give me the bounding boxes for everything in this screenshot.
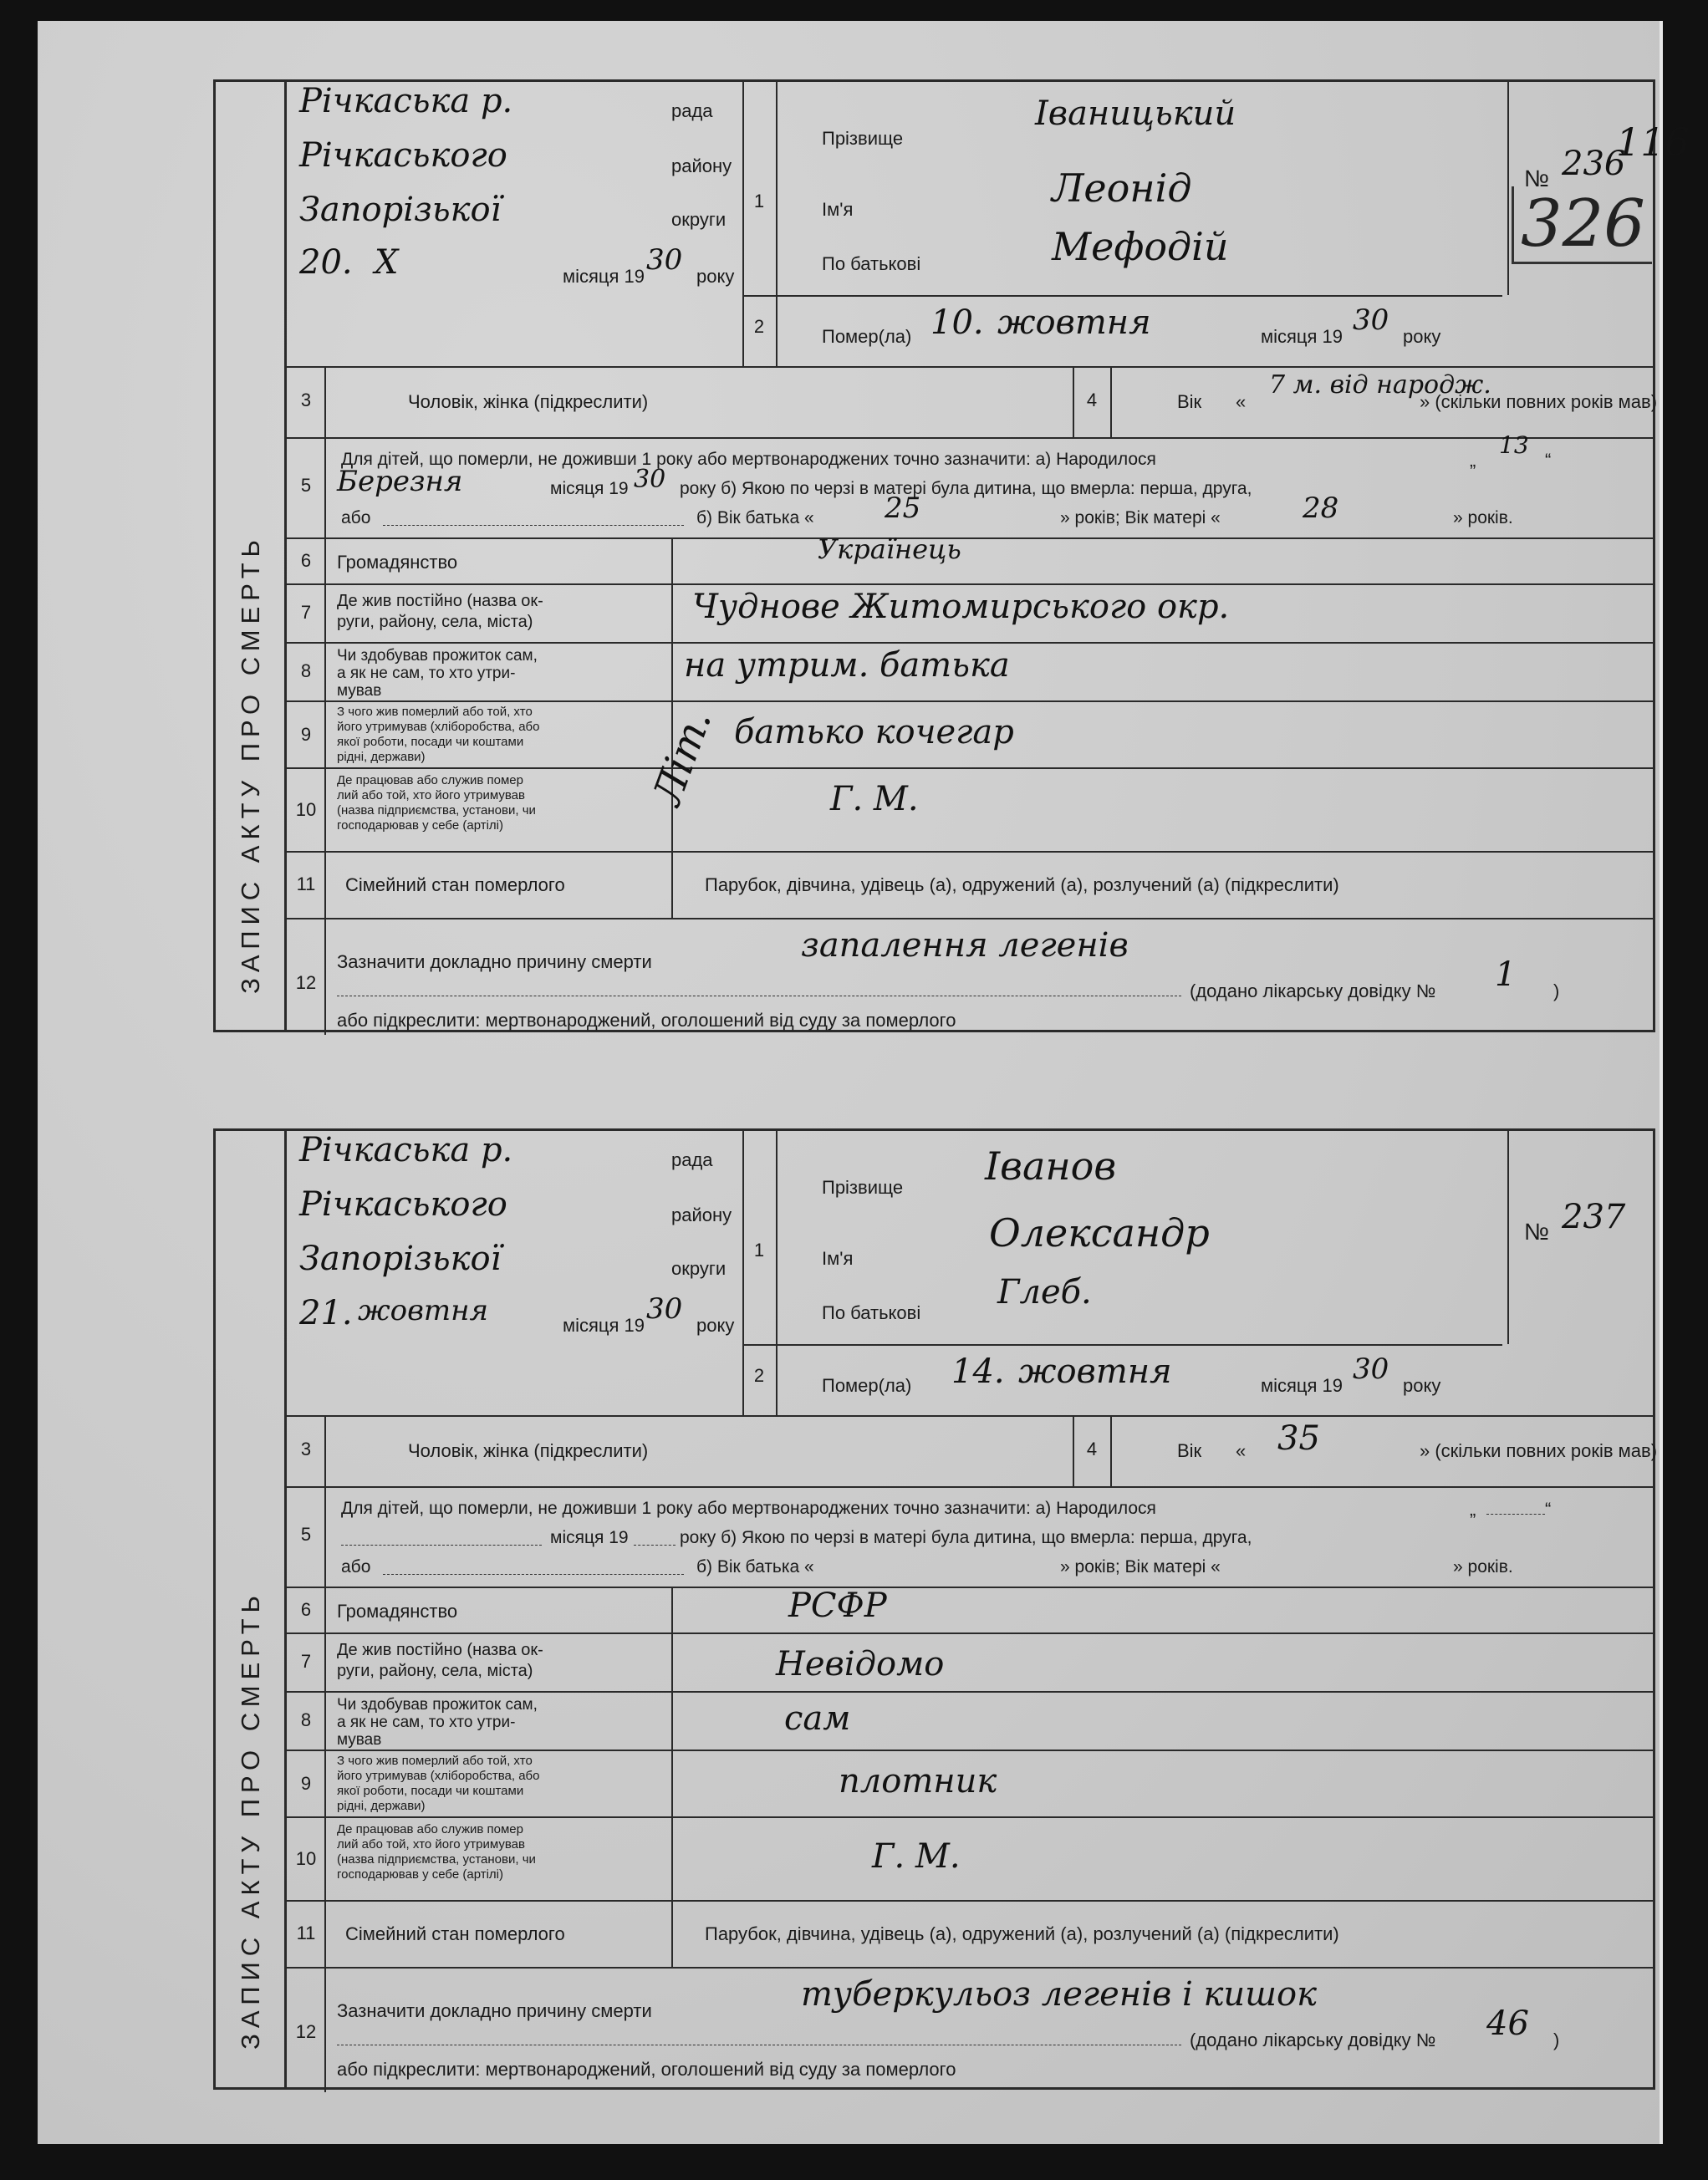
death-record-2 [213, 1128, 1658, 2090]
row-number-9: 9 [300, 724, 312, 745]
record-number-label: № [1524, 1219, 1550, 1245]
workplace-label-2: лий або той, хто його утримував [337, 788, 525, 802]
occupation-label-3: якої роботи, посади чи коштами [337, 1784, 524, 1798]
support-label-3: мував [337, 1731, 382, 1749]
okruha-label: округи [671, 1258, 727, 1279]
support-value: на утрим. батька [684, 646, 1010, 685]
workplace-label-4: господарював у себе (артілі) [337, 818, 503, 833]
support-label-1: Чи здобував прожиток сам, [337, 1696, 538, 1714]
surname-value: Іванов [985, 1143, 1117, 1189]
grid-line [287, 1816, 1653, 1818]
row-number-12: 12 [295, 972, 317, 993]
grid-line [287, 1900, 1653, 1902]
patronymic-value: Глеб. [997, 1273, 1092, 1312]
grid-line [776, 82, 778, 366]
row-number-8: 8 [300, 1709, 312, 1730]
cause-label: Зазначити докладно причину смерти [337, 2000, 652, 2021]
death-month: жовтня [997, 303, 1151, 342]
okruha-value: Запорізької [299, 191, 502, 229]
reg-month-label: місяця 19 [563, 1315, 645, 1336]
grid-line [1073, 366, 1074, 437]
workplace-label-2: лий або той, хто його утримував [337, 1837, 525, 1851]
blank-line [634, 1545, 676, 1546]
marital-label: Сімейний стан померлого [345, 874, 565, 895]
marital-options: Парубок, дівчина, удівець (а), одружений (а), розлучений (а) (підкреслити) [705, 1923, 1339, 1944]
row-number-3: 3 [300, 390, 312, 410]
reg-day: 20. [299, 243, 353, 282]
children-line-1: Для дітей, що померли, не доживши 1 року або мертвонароджених точно зазначити: а) Народилося [341, 1499, 1156, 1518]
grid-line [776, 1131, 778, 1415]
residence-label-1: Де жив постійно (назва ок- [337, 1641, 543, 1659]
grid-line [1073, 1415, 1074, 1486]
row-number-7: 7 [300, 602, 312, 623]
grid-line [287, 1587, 1653, 1588]
grid-line [287, 700, 1653, 702]
death-day: 14. [951, 1352, 1005, 1391]
occupation-label-1: З чого жив померлий або той, хто [337, 1754, 533, 1768]
cause-value: запалення легенів [801, 926, 1129, 965]
surname-label: Прізвище [822, 128, 904, 149]
row-number-4: 4 [1086, 390, 1098, 410]
name-label: Ім'я [822, 199, 854, 220]
row-number-11: 11 [296, 874, 316, 894]
death-month: жовтня [1018, 1352, 1172, 1391]
grid-line [287, 642, 1653, 644]
death-year-label: року [1403, 326, 1441, 347]
death-month-label: місяця 19 [1261, 1375, 1343, 1396]
row-number-2: 2 [753, 1365, 765, 1386]
certificate-number: 46 [1486, 2004, 1529, 2043]
raion-value: Річкаського [299, 1185, 507, 1224]
born-day: 13 [1499, 431, 1529, 459]
support-label-1: Чи здобував прожиток сам, [337, 647, 538, 665]
row-number-3: 3 [300, 1439, 312, 1459]
record-side-title: ЗАПИС АКТУ ПРО СМЕРТЬ [236, 1589, 265, 2050]
certificate-paren: ) [1553, 980, 1560, 1001]
raion-value: Річкаського [299, 136, 507, 175]
surname-value: Іваницький [1035, 94, 1236, 133]
age-value: 7 м. від народж. [1269, 370, 1491, 400]
record-number-label: № [1524, 166, 1550, 191]
certificate-label: (додано лікарську довідку № [1190, 2030, 1436, 2050]
death-month-label: місяця 19 [1261, 326, 1343, 347]
occupation-label-4: рідні, держави) [337, 1799, 426, 1813]
grid-line [287, 1415, 1653, 1417]
citizenship-value: Українець [818, 533, 961, 565]
children-line-2b: року б) Якою по черзі в матері була дитина, що вмерла: перша, друга, [680, 479, 1252, 498]
death-date-label: Помер(ла) [822, 1375, 912, 1396]
row-number-2: 2 [753, 316, 765, 337]
reg-year: 30 [646, 243, 683, 277]
age-note: » (скільки повних років мав) [1420, 391, 1658, 412]
born-quote-open: „ [1470, 450, 1476, 471]
children-line-3b: б) Вік батька « [696, 508, 814, 527]
occupation-label-2: його утримував (хліборобства, або [337, 1769, 540, 1783]
age-value: 35 [1277, 1419, 1320, 1458]
children-line-1: Для дітей, що померли, не доживши 1 року або мертвонароджених точно зазначити: а) Народилося [341, 450, 1156, 469]
grid-line [287, 1632, 1653, 1634]
reg-year-label: року [696, 1315, 735, 1336]
death-year: 30 [1353, 1352, 1389, 1386]
grid-line [287, 851, 1653, 853]
reg-year-label: року [696, 266, 735, 287]
occupation-label-1: З чого жив померлий або той, хто [337, 705, 533, 719]
children-line-3c: » років; Вік матері « [1060, 508, 1221, 527]
certificate-label: (додано лікарську довідку № [1190, 980, 1436, 1001]
children-line-3d: » років. [1453, 508, 1513, 527]
name-value: Олександр [989, 1210, 1210, 1256]
row-number-11: 11 [296, 1923, 316, 1943]
support-label-2: а як не сам, то хто утри- [337, 1714, 516, 1731]
record-number: 237 [1562, 1198, 1626, 1236]
residence-value: Невідомо [776, 1645, 945, 1683]
record-side-panel [216, 82, 287, 1030]
children-line-3a: або [341, 508, 371, 527]
grid-line [287, 537, 1653, 539]
workplace-label-3: (назва підприємства, установи, чи [337, 1852, 536, 1867]
death-record-1 [213, 79, 1690, 1032]
stillborn-note: або підкреслити: мертвонароджений, оголошений від суду за померлого [337, 1010, 956, 1031]
death-day: 10. [930, 303, 984, 342]
certificate-paren: ) [1553, 2030, 1560, 2050]
rada-label: рада [671, 100, 713, 121]
residence-label-2: руги, району, села, міста) [337, 613, 533, 631]
row-number-9: 9 [300, 1773, 312, 1794]
death-year-label: року [1403, 1375, 1441, 1396]
row-number-6: 6 [300, 550, 312, 571]
patronymic-label: По батькові [822, 1302, 921, 1323]
reg-year: 30 [646, 1292, 683, 1326]
row-number-6: 6 [300, 1599, 312, 1620]
support-value: сам [784, 1699, 851, 1738]
workplace-value: Г. М. [872, 1837, 961, 1876]
workplace-label-4: господарював у себе (артілі) [337, 1867, 503, 1882]
workplace-label-1: Де працював або служив помер [337, 1822, 523, 1836]
age-note: » (скільки повних років мав) [1420, 1440, 1658, 1461]
reg-month-label: місяця 19 [563, 266, 645, 287]
children-line-2a: місяця 19 [550, 1528, 629, 1547]
name-value: Леонід [1052, 166, 1192, 211]
born-month: Березня [337, 465, 463, 498]
citizenship-label: Громадянство [337, 1601, 458, 1622]
record-side-panel [216, 1131, 287, 2087]
row-number-10: 10 [295, 799, 317, 820]
citizenship-label: Громадянство [337, 552, 458, 573]
occupation-value: батько кочегар [734, 713, 1014, 751]
mother-age: 28 [1303, 492, 1339, 525]
grid-line [287, 366, 1653, 368]
grid-line [1110, 1415, 1112, 1486]
row-number-5: 5 [300, 1524, 312, 1545]
occupation-value: плотник [839, 1762, 997, 1801]
age-label: Вік [1177, 391, 1202, 412]
grid-line [287, 918, 1653, 919]
rada-label: рада [671, 1149, 713, 1170]
row-number-1: 1 [753, 191, 765, 211]
raion-label: району [671, 1205, 732, 1225]
children-line-3c: » років; Вік матері « [1060, 1557, 1221, 1576]
grid-line [742, 1344, 1502, 1346]
sex-label: Чоловік, жінка (підкреслити) [408, 391, 649, 412]
grid-line [742, 295, 1502, 297]
grid-line [324, 1415, 326, 2092]
marital-options: Парубок, дівчина, удівець (а), одружений (а), розлучений (а) (підкреслити) [705, 874, 1339, 895]
children-line-2a: місяця 19 [550, 479, 629, 498]
surname-label: Прізвище [822, 1177, 904, 1198]
age-quote: « [1236, 1440, 1247, 1461]
residence-label-2: руги, району, села, міста) [337, 1662, 533, 1680]
blank-line [341, 1545, 542, 1546]
grid-line [287, 1691, 1653, 1693]
name-label: Ім'я [822, 1248, 854, 1269]
patronymic-label: По батькові [822, 253, 921, 274]
row-number-8: 8 [300, 660, 312, 681]
row-number-1: 1 [753, 1240, 765, 1261]
citizenship-value: РСФР [788, 1587, 887, 1625]
row-number-12: 12 [295, 2021, 317, 2042]
born-year: 30 [634, 465, 666, 494]
occupation-label-2: його утримував (хліборобства, або [337, 720, 540, 734]
grid-line [287, 437, 1653, 439]
residence-label-1: Де жив постійно (назва ок- [337, 592, 543, 610]
grid-line [1507, 1131, 1509, 1344]
reg-month: X [375, 243, 399, 282]
father-age: 25 [885, 492, 921, 525]
born-quote-close: “ [1545, 1499, 1552, 1520]
row-number-4: 4 [1086, 1439, 1098, 1459]
marital-label: Сімейний стан померлого [345, 1923, 565, 1944]
reg-month: жовтня [358, 1294, 489, 1327]
record-side-title: ЗАПИС АКТУ ПРО СМЕРТЬ [236, 534, 265, 995]
rada-value: Річкаська р. [299, 82, 513, 120]
grid-line [1507, 82, 1509, 295]
occupation-label-3: якої роботи, посади чи коштами [337, 735, 524, 749]
age-quote: « [1236, 391, 1247, 412]
register-page [38, 21, 1690, 2144]
rada-value: Річкаська р. [299, 1131, 513, 1169]
workplace-value: Г. М. [830, 780, 919, 818]
age-label: Вік [1177, 1440, 1202, 1461]
blank-line [383, 1574, 684, 1575]
born-quote-close: “ [1545, 450, 1552, 471]
support-label-3: мував [337, 682, 382, 700]
children-line-3a: або [341, 1557, 371, 1576]
cause-label: Зазначити докладно причину смерти [337, 951, 652, 972]
workplace-label-1: Де працював або служив помер [337, 773, 523, 787]
blank-line [383, 525, 684, 526]
stillborn-note: або підкреслити: мертвонароджений, оголошений від суду за померлого [337, 2059, 956, 2080]
death-date-label: Помер(ла) [822, 326, 912, 347]
grid-line [287, 1750, 1653, 1751]
okruha-label: округи [671, 209, 727, 230]
support-label-2: а як не сам, то хто утри- [337, 665, 516, 682]
death-year: 30 [1353, 303, 1389, 337]
grid-line [671, 1587, 673, 1967]
row-number-7: 7 [300, 1651, 312, 1672]
grid-line [287, 767, 1653, 769]
occupation-label-4: рідні, держави) [337, 750, 426, 764]
grid-line [324, 366, 326, 1035]
row-number-10: 10 [295, 1848, 317, 1869]
patronymic-value: Мефодій [1052, 224, 1229, 269]
margin-note: Літ. [643, 703, 721, 812]
residence-value: Чуднове Житомирського окр. [692, 588, 1230, 626]
grid-line [1110, 366, 1112, 437]
cause-value: туберкульоз легенів і кишок [801, 1975, 1317, 2014]
reg-day: 21. [299, 1294, 353, 1332]
children-line-2b: року б) Якою по черзі в матері була дитина, що вмерла: перша, друга, [680, 1528, 1252, 1547]
children-line-3d: » років. [1453, 1557, 1513, 1576]
row-number-5: 5 [300, 475, 312, 496]
grid-line [287, 583, 1653, 585]
certificate-number: 1 [1495, 955, 1517, 994]
blank-line [1486, 1514, 1545, 1515]
raion-label: району [671, 155, 732, 176]
workplace-label-3: (назва підприємства, установи, чи [337, 803, 536, 818]
born-quote-open: „ [1470, 1499, 1476, 1520]
grid-line [287, 1486, 1653, 1488]
okruha-value: Запорізької [299, 1240, 502, 1278]
record-number: 236 [1562, 145, 1626, 183]
corner-page-number: 116 [1616, 120, 1690, 165]
sex-label: Чоловік, жінка (підкреслити) [408, 1440, 649, 1461]
number-stamp: 326 [1512, 186, 1652, 264]
children-line-3b: б) Вік батька « [696, 1557, 814, 1576]
grid-line [287, 1967, 1653, 1969]
